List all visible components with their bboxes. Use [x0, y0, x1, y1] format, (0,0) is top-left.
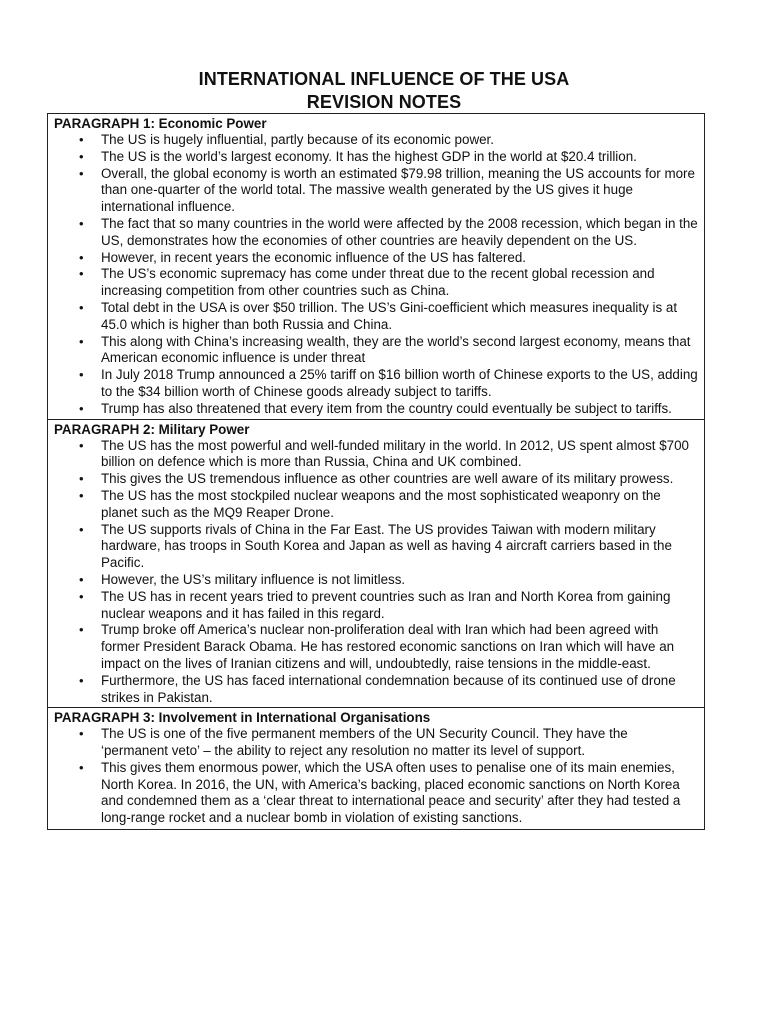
- bullet-icon: •: [79, 471, 84, 487]
- bullet-item: [54, 401, 698, 418]
- bullet-item: [54, 266, 698, 300]
- bullet-text: Overall, the global economy is worth an estimated $79.98 trillion, meaning the US accounts for more than one-quarter of the world total. The massive wealth generated by the US gives it huge international influence.: [101, 165, 695, 215]
- bullet-item: [54, 488, 698, 522]
- bullet-text: This gives the US tremendous influence as other countries are well aware of its military prowess.: [101, 471, 674, 487]
- bullet-icon: •: [79, 215, 84, 231]
- bullet-text: This along with China’s increasing wealth, they are the world’s second largest economy, means that American economic influence is under threat: [101, 333, 691, 366]
- bullet-text: The US is one of the five permanent members of the UN Security Council. They have the ‘permanent veto’ – the ability to reject any resolution no matter its level of support.: [101, 726, 628, 759]
- bullet-icon: •: [79, 571, 84, 587]
- bullet-item: [54, 622, 698, 672]
- title-line-2: REVISION NOTES: [306, 92, 462, 112]
- bullet-item: [54, 572, 698, 589]
- bullet-text: The fact that so many countries in the world were affected by the 2008 recession, which began in the US, demonstrates how the economies of other countries are heavily dependent on the US.: [101, 215, 698, 248]
- bullet-item: [54, 438, 698, 472]
- section-heading: PARAGRAPH 1: Economic Power: [54, 116, 267, 131]
- bullet-item: [54, 334, 698, 368]
- bullet-icon: •: [79, 249, 84, 265]
- bullet-text: However, in recent years the economic influence of the US has faltered.: [101, 249, 527, 265]
- bullet-text: This gives them enormous power, which the USA often uses to penalise one of its main enemies, North Korea. In 2016, the UN, with America’s backing, placed economic sanctions on North Korea and condemned them as a ‘clear threat to international peace and security’ after they had tested a long-range rocket and a nuclear bomb in violation of existing sanctions.: [101, 759, 681, 826]
- bullet-item: [54, 367, 698, 401]
- bullet-icon: •: [79, 487, 84, 503]
- bullet-text: The US has in recent years tried to prevent countries such as Iran and North Korea from gaining nuclear weapons and it has failed in this regard.: [101, 588, 671, 621]
- bullet-icon: •: [79, 726, 84, 742]
- bullet-text: Trump has also threatened that every item from the country could eventually be subject to tariffs.: [101, 400, 672, 416]
- bullet-icon: •: [79, 400, 84, 416]
- bullet-item: [54, 522, 698, 572]
- bullet-item: [54, 216, 698, 250]
- bullet-item: [54, 589, 698, 623]
- bullet-text: The US supports rivals of China in the Far East. The US provides Taiwan with modern military hardware, has troops in South Korea and Japan as well as having 4 aircraft carriers based in the Pacific.: [101, 521, 672, 571]
- bullet-icon: •: [79, 132, 84, 147]
- bullet-text: In July 2018 Trump announced a 25% tariff on $16 billion worth of Chinese exports to the US, adding to the $34 billion worth of Chinese goods already subject to tariffs.: [101, 367, 698, 399]
- bullet-text: The US’s economic supremacy has come under threat due to the recent global recession and increasing competition from other countries such as China.: [101, 266, 655, 299]
- bullet-list: [54, 438, 698, 707]
- bullet-text: Total debt in the USA is over $50 trillion. The US’s Gini-coefficient which measures inequality is at 45.0 which is higher than both Russia and China.: [101, 299, 678, 332]
- bullet-icon: •: [79, 759, 84, 775]
- bullet-icon: •: [79, 588, 84, 604]
- bullet-text: However, the US’s military influence is not limitless.: [101, 571, 406, 587]
- bullet-item: [54, 471, 698, 488]
- section-heading: PARAGRAPH 3: Involvement in International Organisations: [54, 710, 431, 726]
- bullet-icon: •: [79, 437, 84, 453]
- bullet-item: [54, 300, 698, 334]
- bullet-item: [54, 760, 698, 827]
- section-heading: PARAGRAPH 2: Military Power: [54, 421, 250, 437]
- bullet-icon: •: [79, 672, 84, 688]
- bullet-text: Trump broke off America’s nuclear non-proliferation deal with Iran which had been agreed with former President Barack Obama. He has restored economic sanctions on Iran which will have an impact on the lives of Iranian citizens and will, undoubtedly, raise tensions in the middle-east.: [101, 622, 675, 671]
- bullet-icon: •: [79, 521, 84, 537]
- bullet-item: [54, 132, 698, 149]
- title-line-1: INTERNATIONAL INFLUENCE OF THE USA: [198, 69, 570, 89]
- revision-notes-table: [47, 113, 705, 830]
- bullet-item: [54, 166, 698, 216]
- bullet-text: The US has the most powerful and well-funded military in the world. In 2012, US spent almost $700 billion on defence which is more than Russia, China and UK combined.: [101, 437, 690, 470]
- bullet-item: [54, 673, 698, 707]
- bullet-icon: •: [79, 165, 84, 181]
- bullet-icon: •: [79, 266, 84, 282]
- bullet-icon: •: [79, 148, 84, 164]
- bullet-item: [54, 250, 698, 267]
- bullet-list: [54, 132, 698, 418]
- bullet-text: The US is hugely influential, partly because of its economic power.: [101, 132, 494, 147]
- bullet-icon: •: [79, 299, 84, 315]
- section-paragraph-2: [48, 420, 704, 709]
- document-title: [0, 68, 768, 114]
- section-paragraph-3: [48, 708, 704, 829]
- bullet-item: [54, 149, 698, 166]
- bullet-text: The US has the most stockpiled nuclear weapons and the most sophisticated weaponry on the planet such as the MQ9 Reaper Drone.: [101, 487, 661, 520]
- bullet-text: The US is the world’s largest economy. It has the highest GDP in the world at $20.4 trillion.: [101, 148, 637, 164]
- bullet-icon: •: [79, 367, 84, 383]
- bullet-list: [54, 726, 698, 827]
- bullet-item: [54, 726, 698, 760]
- bullet-icon: •: [79, 333, 84, 349]
- bullet-text: Furthermore, the US has faced international condemnation because of its continued use of drone strikes in Pakistan.: [101, 672, 676, 705]
- section-paragraph-1: [48, 114, 704, 420]
- bullet-icon: •: [79, 622, 84, 638]
